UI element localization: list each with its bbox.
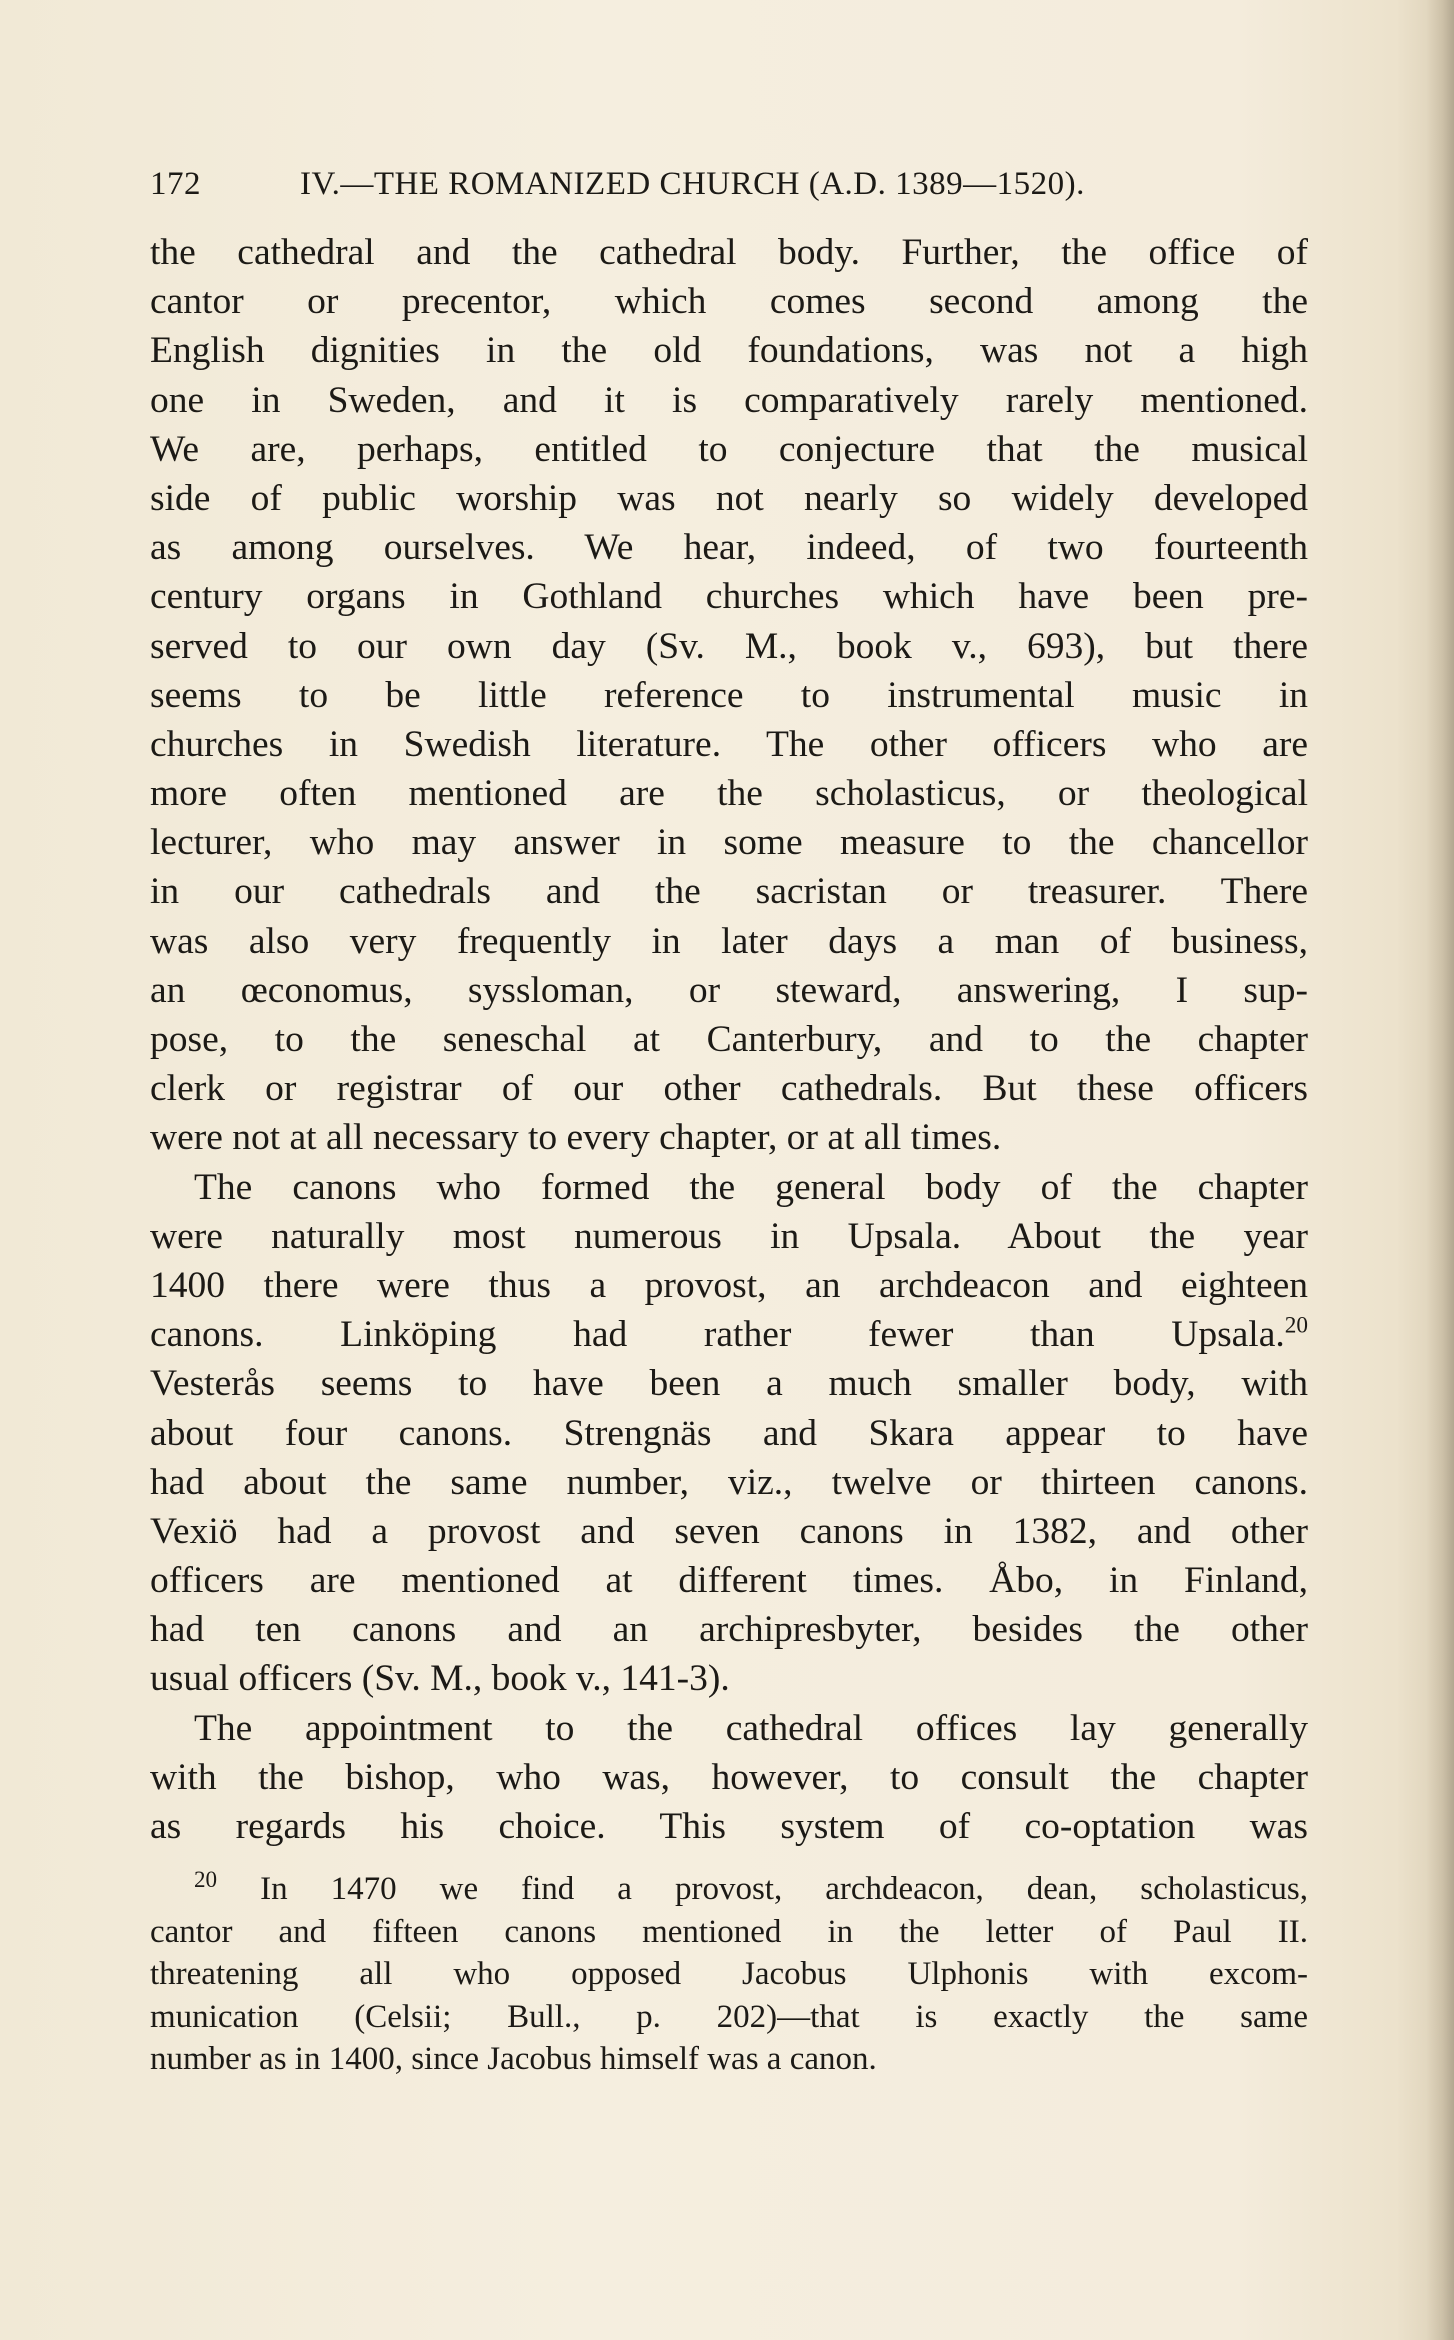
text-line: with the bishop, who was, however, to consult the chapter: [150, 1756, 1308, 1798]
text-line: Vesterås seems to have been a much smaller body, with: [150, 1363, 1308, 1405]
text-line: clerk or registrar of our other cathedrals. But these officers: [150, 1068, 1308, 1110]
text-line: as regards his choice. This system of co-optation was: [150, 1806, 1308, 1847]
page-number: 172: [150, 166, 201, 202]
text-line: officers are mentioned at different times. Åbo, in Finland,: [150, 1560, 1308, 1602]
text-line: was also very frequently in later days a man of business,: [150, 920, 1308, 962]
text-line: were not at all necessary to every chapter, or at all times.: [150, 1117, 1002, 1159]
running-head: IV.—THE ROMANIZED CHURCH (A.D. 1389—1520).: [300, 166, 1085, 202]
footnote-marker: 20: [194, 1866, 218, 1892]
text-line: The canons who formed the general body of the chapter: [194, 1166, 1308, 1208]
text-line: century organs in Gothland churches which have been pre-: [150, 576, 1308, 618]
body-text: [150, 228, 1308, 1851]
footnote-line: cantor and fifteen canons mentioned in the letter of Paul II.: [150, 1913, 1308, 1950]
text-line: lecturer, who may answer in some measure to the chancellor: [150, 822, 1308, 864]
text-line: usual officers (Sv. M., book v., 141-3).: [150, 1658, 730, 1700]
text-line: more often mentioned are the scholasticus, or theological: [150, 773, 1308, 815]
page-edge-shadow: [1426, 0, 1454, 2340]
footnote-reference[interactable]: 20: [1284, 1312, 1308, 1339]
text-line: were naturally most numerous in Upsala. About the year: [150, 1215, 1308, 1257]
text-line: churches in Swedish literature. The other officers who are: [150, 723, 1308, 765]
text-line-with-note: [150, 1310, 1308, 1359]
text-line: served to our own day (Sv. M., book v., 693), but there: [150, 625, 1308, 667]
footnotes: [150, 1868, 1308, 2081]
text-line: English dignities in the old foundations, was not a high: [150, 330, 1308, 372]
text-line: had ten canons and an archipresbyter, besides the other: [150, 1609, 1308, 1651]
text-line: Vexiö had a provost and seven canons in 1382, and other: [150, 1510, 1308, 1552]
text-line: side of public worship was not nearly so widely developed: [150, 477, 1308, 519]
footnote-line: [150, 1868, 1308, 1911]
text-line: cantor or precentor, which comes second among the: [150, 281, 1308, 323]
text-line: the cathedral and the cathedral body. Further, the office of: [150, 232, 1308, 273]
text-line: pose, to the seneschal at Canterbury, and to the chapter: [150, 1019, 1308, 1060]
page-header: [150, 166, 1310, 210]
text-line: seems to be little reference to instrumental music in: [150, 674, 1308, 716]
text-line: an œconomus, syssloman, or steward, answering, I sup-: [150, 969, 1308, 1011]
footnote-line: threatening all who opposed Jacobus Ulphonis with excom-: [150, 1956, 1308, 1992]
text-line: in our cathedrals and the sacristan or treasurer. There: [150, 871, 1308, 913]
text-line-content: canons. Linköping had rather fewer than Upsala.: [150, 1314, 1285, 1356]
text-line: We are, perhaps, entitled to conjecture that the musical: [150, 428, 1308, 470]
footnote-line: number as in 1400, since Jacobus himself was a canon.: [150, 2041, 877, 2077]
text-line: 1400 there were thus a provost, an archdeacon and eighteen: [150, 1264, 1308, 1306]
text-line: had about the same number, viz., twelve or thirteen canons.: [150, 1461, 1308, 1503]
footnote-line-content: In 1470 we find a provost, archdeacon, dean, scholasticus,: [260, 1871, 1308, 1907]
footnote-line: munication (Celsii; Bull., p. 202)—that is exactly the same: [150, 1998, 1308, 2035]
text-line: as among ourselves. We hear, indeed, of two fourteenth: [150, 527, 1308, 569]
text-line: about four canons. Strengnäs and Skara appear to have: [150, 1412, 1308, 1454]
text-line: The appointment to the cathedral offices lay generally: [194, 1707, 1308, 1749]
text-line: one in Sweden, and it is comparatively rarely mentioned.: [150, 379, 1308, 421]
